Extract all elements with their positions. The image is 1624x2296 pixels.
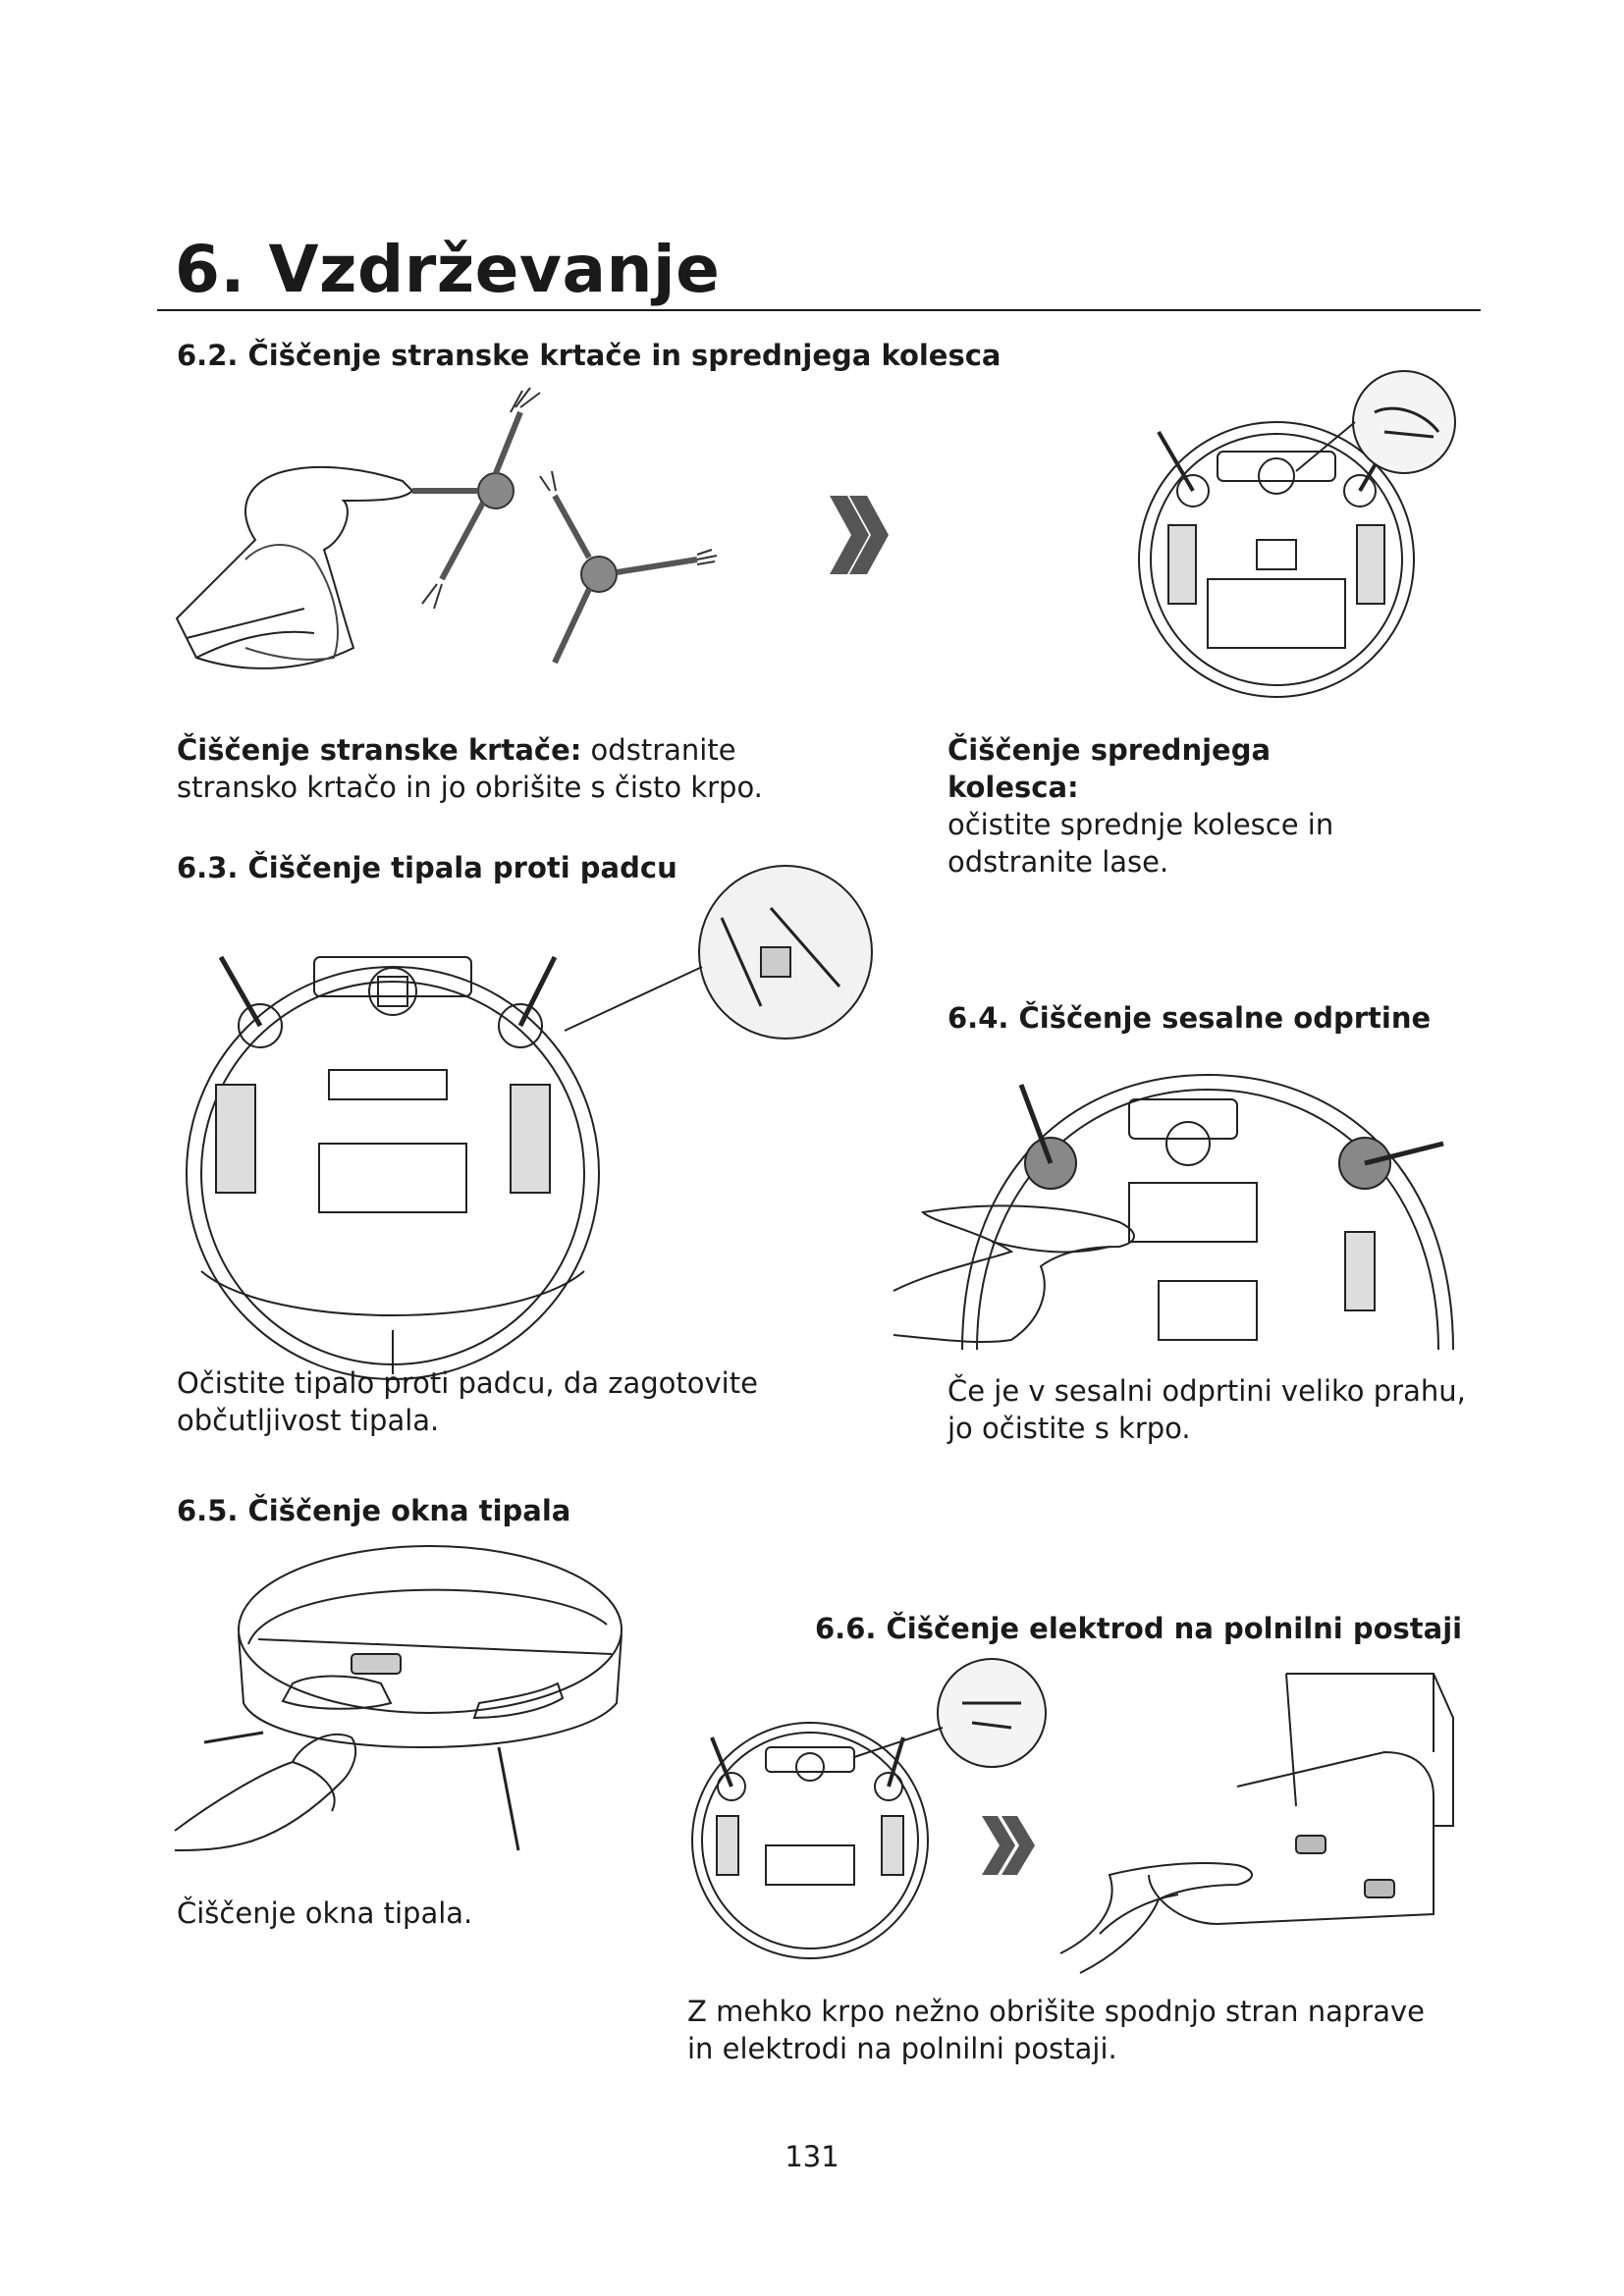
caption-cliff-sensor: Očistite tipalo proti padcu, da zagotovite občutljivost tipala. bbox=[177, 1366, 758, 1437]
double-chevron-icon bbox=[830, 496, 889, 574]
sensor-window-illustration bbox=[175, 1536, 626, 1870]
section-heading-6-4: 6.4. Čiščenje sesalne odprtine bbox=[947, 1001, 1432, 1035]
caption-dock-electrodes: Z mehko krpo nežno obrišite spodnjo stran naprave in elektrodi na polnilni postaji. bbox=[687, 1995, 1425, 2065]
caption-side-brush-text: odstranite stransko krtačo in jo obrišite s čisto krpo. bbox=[177, 733, 763, 804]
caption-front-wheel-text: očistite sprednje kolesce in odstranite lase. bbox=[947, 808, 1334, 879]
page-number: 131 bbox=[785, 2140, 839, 2173]
caption-sensor-window: Čiščenje okna tipala. bbox=[177, 1896, 473, 1930]
page-title: 6. Vzdrževanje bbox=[175, 232, 721, 307]
section-heading-6-5: 6.5. Čiščenje okna tipala bbox=[177, 1494, 571, 1527]
section-heading-6-6: 6.6. Čiščenje elektrod na polnilni postaji bbox=[815, 1612, 1463, 1645]
caption-side-brush bbox=[177, 731, 766, 806]
caption-front-wheel bbox=[947, 731, 1380, 881]
suction-inlet-illustration bbox=[893, 1055, 1463, 1350]
caption-front-wheel-bold: Čiščenje sprednjega kolesca: bbox=[947, 733, 1272, 804]
caption-side-brush-bold: Čiščenje stranske krtače: bbox=[177, 733, 582, 767]
section-heading-6-2: 6.2. Čiščenje stranske krtače in sprednjega kolesca bbox=[177, 339, 1001, 372]
side-brush-illustration bbox=[177, 393, 727, 687]
dock-electrodes-illustration bbox=[687, 1659, 1473, 1973]
section-heading-6-3: 6.3. Čiščenje tipala proti padcu bbox=[177, 851, 677, 884]
caption-suction-inlet: Če je v sesalni odprtini veliko prahu, jo očistite s krpo. bbox=[947, 1374, 1466, 1445]
cliff-sensor-illustration bbox=[172, 859, 889, 1379]
title-divider bbox=[157, 309, 1481, 311]
front-wheel-illustration bbox=[1110, 363, 1483, 707]
